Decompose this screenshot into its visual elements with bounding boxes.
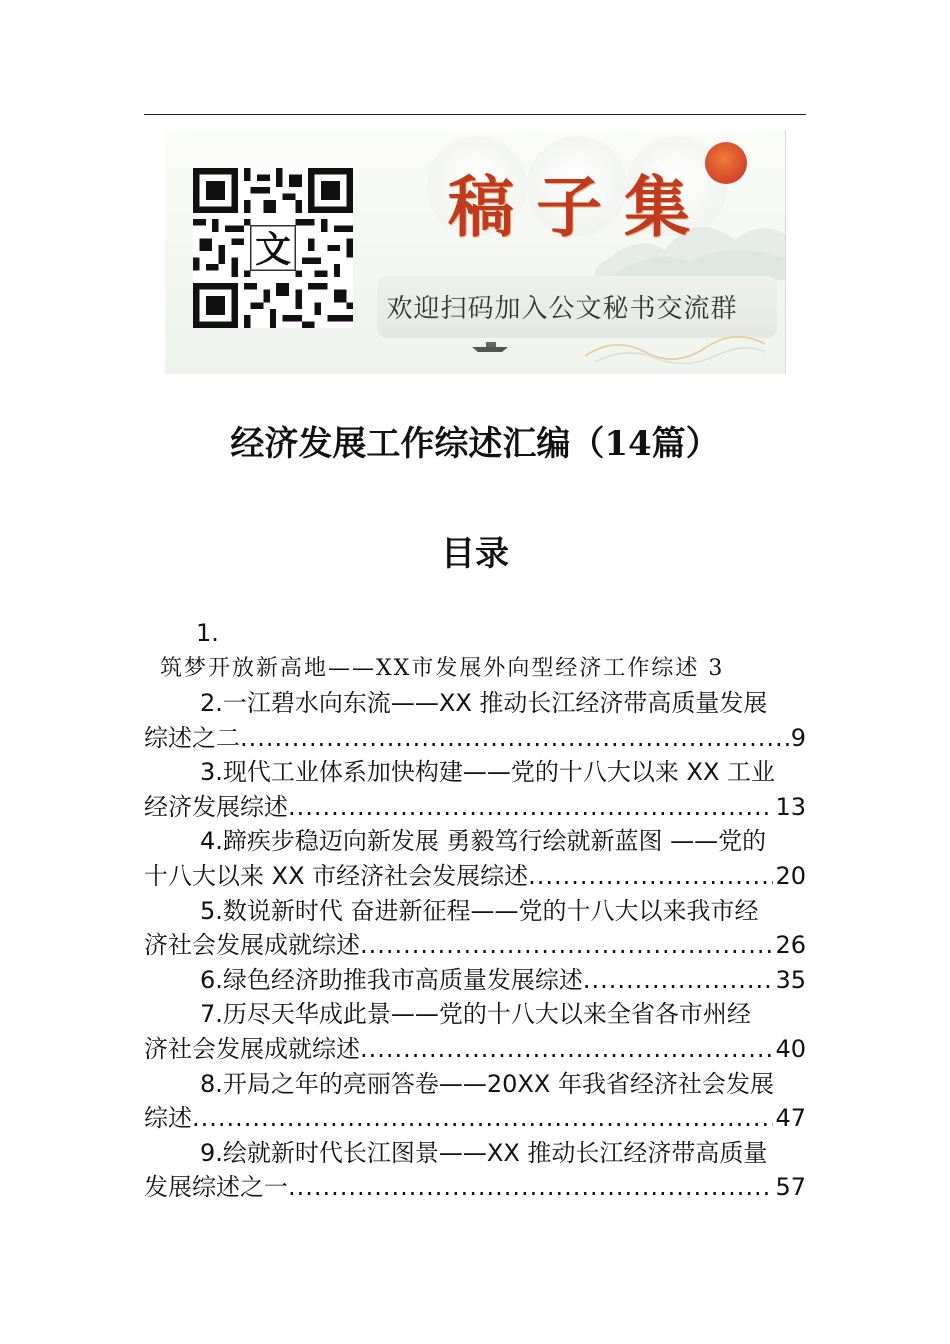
toc-entry-title: 8.开局之年的亮丽答卷——20XX 年我省经济社会发展 xyxy=(200,1069,774,1098)
toc-entry-2[interactable] xyxy=(144,686,806,755)
document-title: 经济发展工作综述汇编（14篇） xyxy=(230,424,720,464)
toc-entry-title: 7.历尽天华成此景——党的十八大以来全省各市州经 xyxy=(200,1000,751,1029)
toc-entry-title: 3.现代工业体系加快构建——党的十八大以来 XX 工业 xyxy=(200,758,776,787)
toc-entry-title-cont: 济社会发展成就综述 xyxy=(144,1034,360,1063)
toc-entry-title-cont: 济社会发展成就综述 xyxy=(144,931,360,960)
toc-page-number: 57 xyxy=(775,1173,806,1202)
toc-entry-title-cont: 十八大以来 XX 市经济社会发展综述 xyxy=(144,861,529,890)
toc-entry-title-cont: 综述之二 xyxy=(144,723,240,752)
toc-entry-title-cont: 综述 xyxy=(144,1104,192,1133)
toc-entry-3[interactable] xyxy=(144,755,806,824)
toc-leader-dots xyxy=(528,859,773,894)
promo-banner xyxy=(165,130,786,374)
toc-page-number: 47 xyxy=(775,1104,806,1133)
qr-center-char: 文 xyxy=(255,228,291,271)
toc-page-number: 35 xyxy=(775,965,806,994)
toc-leader-dots xyxy=(240,721,789,756)
toc-entry-1[interactable] xyxy=(144,614,806,686)
toc-entry-title: 9.绘就新时代长江图景——XX 推动长江经济带高质量 xyxy=(200,1138,768,1167)
toc-leader-dots xyxy=(583,963,774,998)
toc-entry-9[interactable] xyxy=(144,1136,806,1205)
toc-page-number: 40 xyxy=(775,1034,806,1063)
toc-page-number: 3 xyxy=(708,656,725,681)
toc-page-number: 26 xyxy=(775,931,806,960)
toc-leader-dots xyxy=(360,1032,773,1067)
toc-leader-dots xyxy=(360,928,773,963)
toc-page-number: 20 xyxy=(775,861,806,890)
toc-entry-title: 2.一江碧水向东流——XX 推动长江经济带高质量发展 xyxy=(200,689,768,717)
header-rule xyxy=(144,114,806,115)
toc-entry-7[interactable] xyxy=(144,997,806,1066)
qr-code xyxy=(193,168,353,328)
toc-entry-title: 6.绿色经济助推我市高质量发展综述 xyxy=(200,965,583,994)
toc-leader-dots xyxy=(288,790,773,825)
toc-entry-4[interactable] xyxy=(144,824,806,893)
toc-leader-dots xyxy=(288,1170,773,1205)
banner-title: 稿子集 xyxy=(448,168,712,246)
toc-entry-8[interactable] xyxy=(144,1067,806,1136)
toc-entry-title: 4.蹄疾步稳迈向新发展 勇毅笃行绘就新蓝图 ——党的 xyxy=(200,827,767,856)
toc-entry-title-cont: 发展综述之一 xyxy=(144,1173,288,1202)
toc-entry-5[interactable] xyxy=(144,894,806,963)
toc-entry-title: 5.数说新时代 奋进新征程——党的十八大以来我市经 xyxy=(200,896,759,925)
toc-page-number: 13 xyxy=(775,792,806,821)
toc-entry-6[interactable] xyxy=(144,963,806,998)
toc-heading: 目录 xyxy=(441,534,509,574)
banner-subtitle: 欢迎扫码加入公文秘书交流群 xyxy=(386,294,738,324)
toc-entry-title: 筑梦开放新高地——XX市发展外向型经济工作综述 3 xyxy=(160,656,725,681)
table-of-contents xyxy=(144,614,806,1205)
toc-entry-title-cont: 经济发展综述 xyxy=(144,792,288,821)
boat-decoration xyxy=(470,338,510,354)
toc-leader-dots xyxy=(192,1101,773,1136)
wave-decoration xyxy=(585,326,765,366)
toc-entry-number: 1. xyxy=(196,619,219,647)
toc-page-number: 9 xyxy=(790,723,806,752)
